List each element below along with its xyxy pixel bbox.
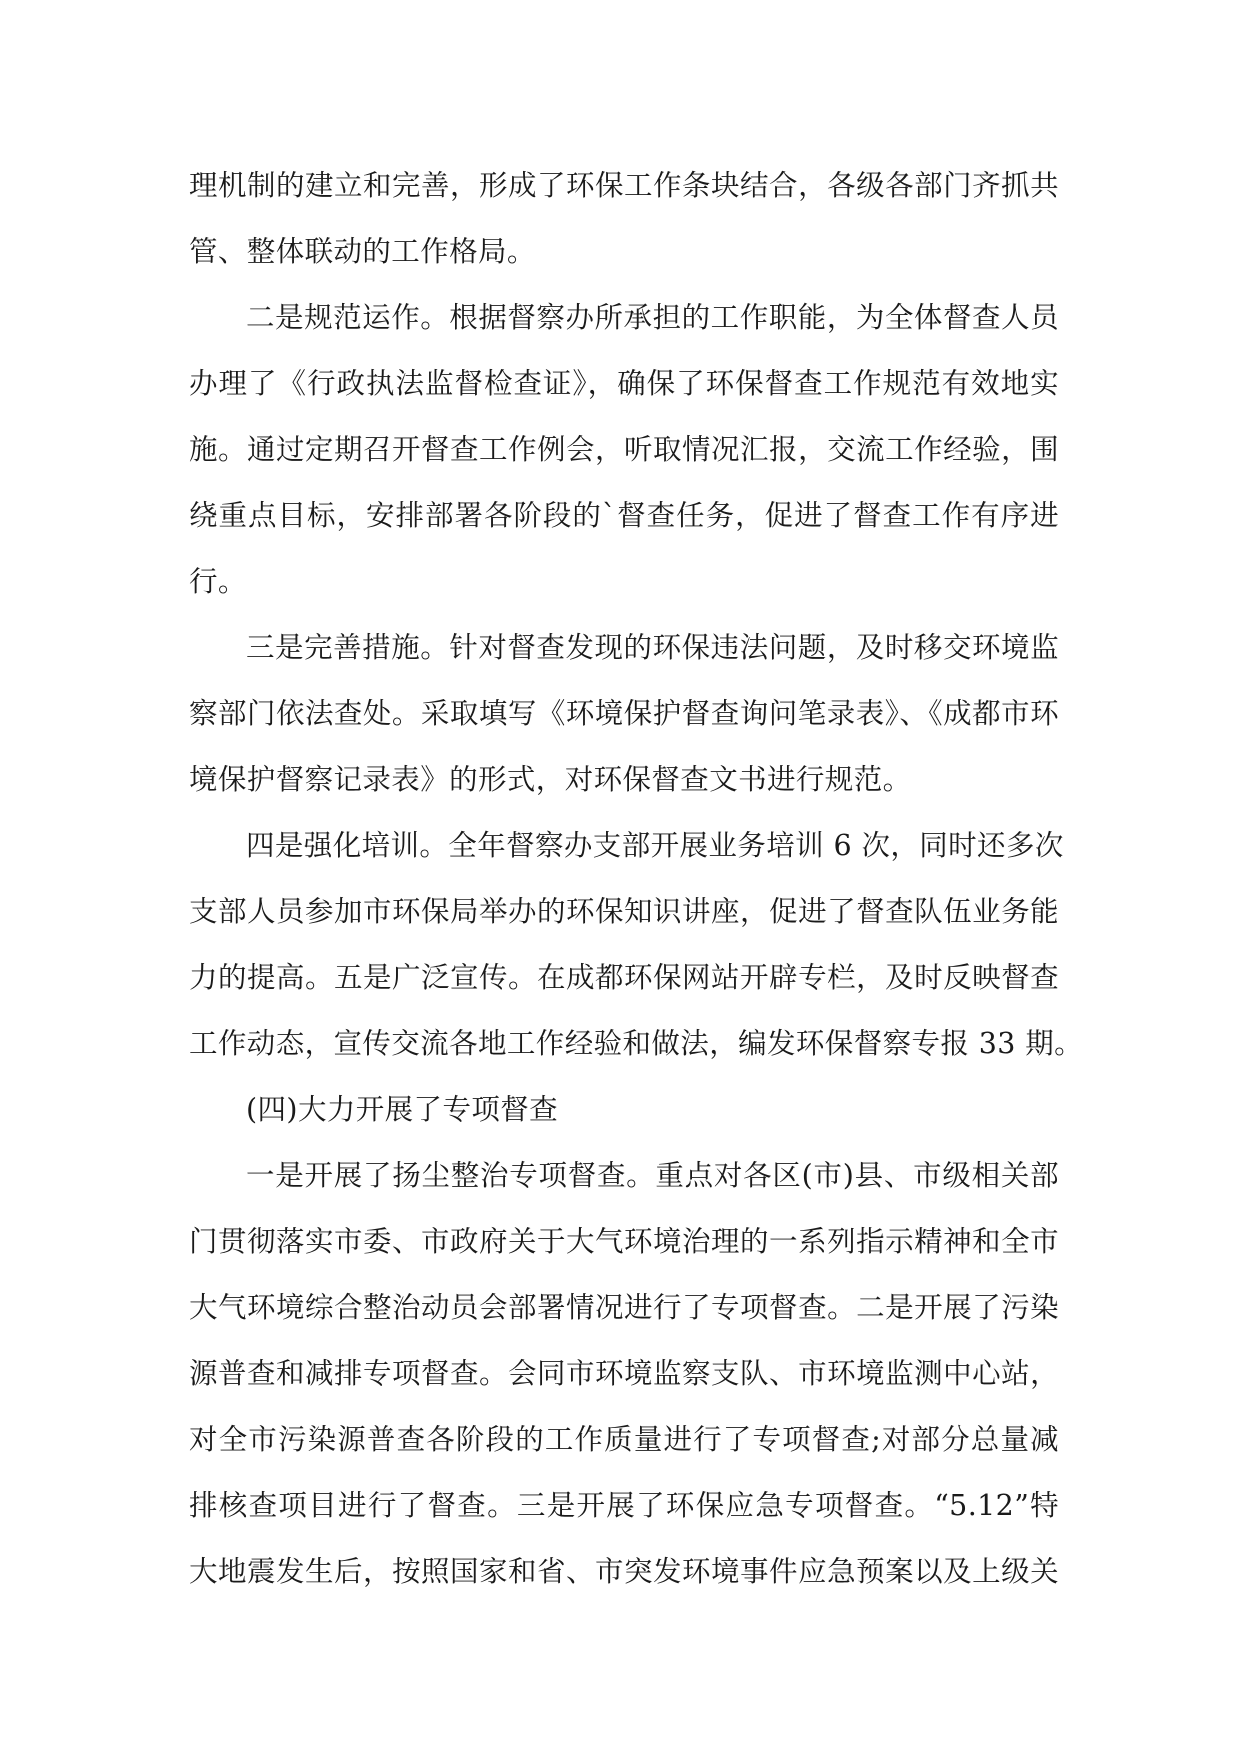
- text-line: 排核查项目进行了督查。三是开展了环保应急专项督查。“5.12”特: [189, 1489, 1059, 1522]
- text-line: 工作动态，宣传交流各地工作经验和做法，编发环保督察专报 33 期。: [189, 1027, 1084, 1060]
- text-line: 绕重点目标，安排部署各阶段的`督查任务，促进了督查工作有序进: [189, 499, 1059, 532]
- text-line: 支部人员参加市环保局举办的环保知识讲座，促进了督查队伍业务能: [189, 895, 1059, 928]
- text-line: 理机制的建立和完善，形成了环保工作条块结合，各级各部门齐抓共: [189, 169, 1059, 202]
- text-line: 门贯彻落实市委、市政府关于大气环境治理的一系列指示精神和全市: [189, 1225, 1059, 1258]
- paragraph-first-line: 一是开展了扬尘整治专项督查。重点对各区(市)县、市级相关部: [246, 1159, 1059, 1192]
- text-line: 对全市污染源普查各阶段的工作质量进行了专项督查;对部分总量减: [189, 1423, 1059, 1456]
- text-line: 施。通过定期召开督查工作例会，听取情况汇报，交流工作经验，围: [189, 433, 1059, 466]
- text-line: 大地震发生后，按照国家和省、市突发环境事件应急预案以及上级关: [189, 1555, 1059, 1588]
- text-line: 行。: [189, 565, 247, 598]
- text-line: 察部门依法查处。采取填写《环境保护督查询问笔录表》、《成都市环: [189, 697, 1059, 730]
- paragraph-first-line: 二是规范运作。根据督察办所承担的工作职能，为全体督查人员: [246, 301, 1059, 334]
- document-body: [189, 160, 1084, 1612]
- text-line: 源普查和减排专项督查。会同市环境监察支队、市环境监测中心站，: [189, 1357, 1059, 1390]
- text-line: 管、整体联动的工作格局。: [189, 235, 536, 268]
- text-line: 办理了《行政执法监督检查证》，确保了环保督查工作规范有效地实: [189, 367, 1059, 400]
- text-line: 大气环境综合整治动员会部署情况进行了专项督查。二是开展了污染: [189, 1291, 1059, 1324]
- text-line: 力的提高。五是广泛宣传。在成都环保网站开辟专栏，及时反映督查: [189, 961, 1059, 994]
- paragraph-first-line: 三是完善措施。针对督查发现的环保违法问题，及时移交环境监: [246, 631, 1059, 664]
- text-line: 境保护督察记录表》的形式，对环保督查文书进行规范。: [189, 763, 912, 796]
- section-heading: (四)大力开展了专项督查: [246, 1093, 559, 1126]
- paragraph-first-line: 四是强化培训。全年督察办支部开展业务培训 6 次，同时还多次: [246, 829, 1064, 862]
